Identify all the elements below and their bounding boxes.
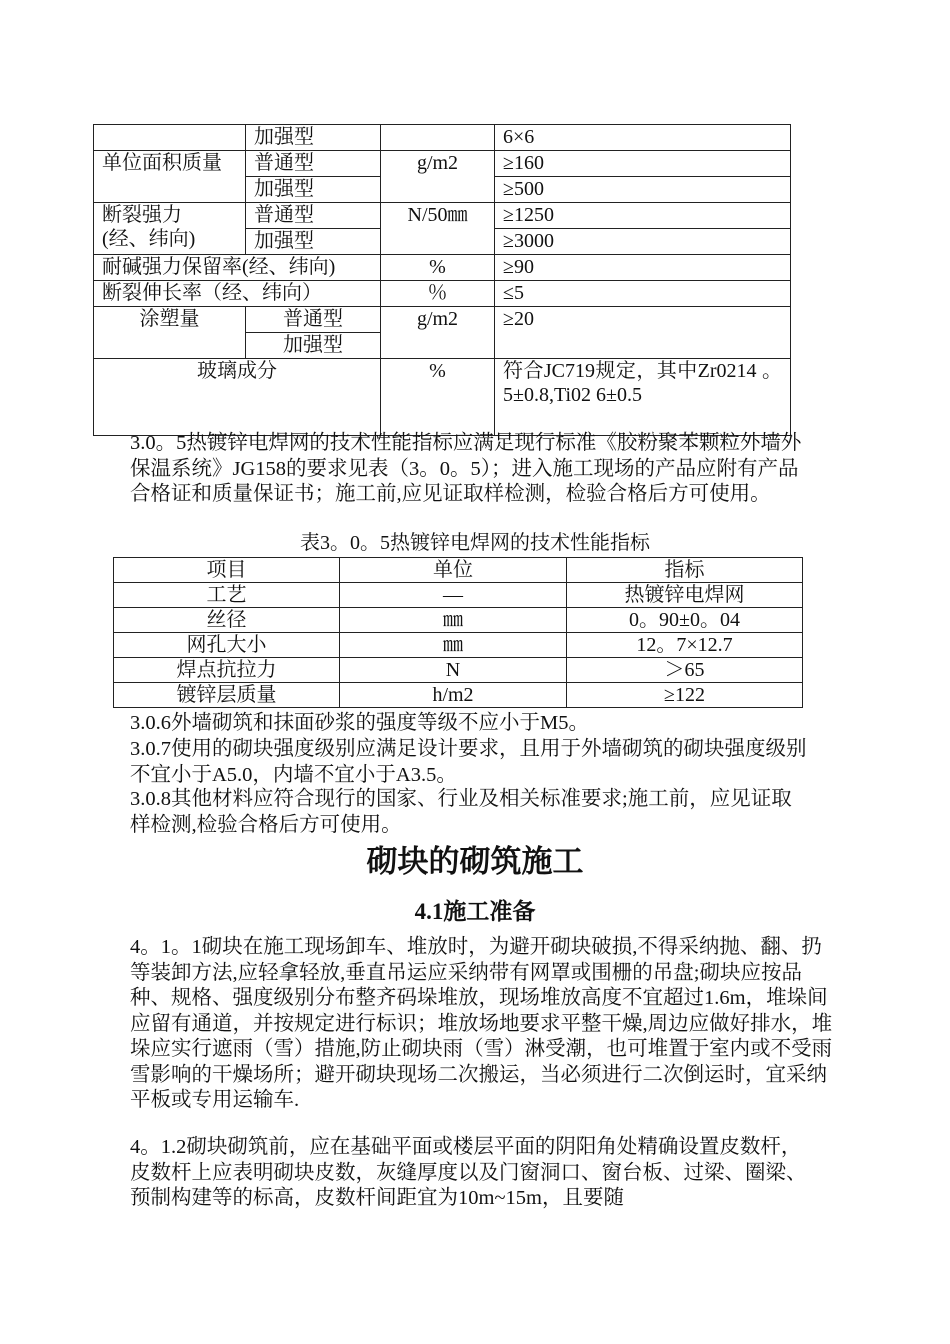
table-cell: % [381, 359, 495, 436]
table-cell [94, 203, 246, 255]
table-cell: 网孔大小 [114, 633, 340, 658]
paragraph-4-1-2: 4。1.2砌块砌筑前，应在基础平面或楼层平面的阴阳角处精确设置皮数杆，皮数杆上应表明砌块皮数，灰缝厚度以及门窗洞口、窗台板、过梁、圈梁、预制构建等的标高，皮数杆间距宜为10m~15m，且要随 [130, 1136, 807, 1209]
table-cell: 耐碱强力保留率(经、纬向) [94, 255, 381, 281]
table-cell: g/m2 [381, 151, 495, 203]
table-cell: % [381, 255, 495, 281]
table-cell: 镀锌层质量 [114, 683, 340, 708]
table-cell: ≤5 [495, 281, 791, 307]
table-cell: 焊点抗拉力 [114, 658, 340, 683]
table-cell: ≥20 [495, 307, 791, 359]
table-cell: 加强型 [246, 177, 381, 203]
table-cell: ≥160 [495, 151, 791, 177]
table-cell: 热镀锌电焊网 [567, 583, 803, 608]
table-cell: 0。90±0。04 [567, 608, 803, 633]
table-cell: 符合JC719规定，其中Zr0214 。 5±0.8,Ti02 6±0.5 [495, 359, 791, 436]
table-cell: N/50㎜ [381, 203, 495, 255]
table-cell: 单位面积质量 [94, 151, 246, 203]
table-cell: g/m2 [381, 307, 495, 359]
wire-mesh-spec-table [113, 557, 803, 708]
table-row [114, 633, 803, 658]
table-cell: ＞65 [567, 658, 803, 683]
paragraph-3-0-8: 3.0.8其他材料应符合现行的国家、行业及相关标准要求;施工前，应见证取样检测,检验合格后方可使用。 [130, 788, 792, 836]
column-header: 指标 [567, 558, 803, 583]
table-row [94, 307, 791, 333]
material-spec-table [93, 124, 791, 436]
break-label-line1: 断裂强力 [102, 204, 182, 226]
table-row [94, 359, 791, 436]
column-header: 项目 [114, 558, 340, 583]
table-caption: 表3。0。5热镀锌电焊网的技术性能指标 [300, 532, 650, 554]
table-cell: 12。7×12.7 [567, 633, 803, 658]
table-row [114, 583, 803, 608]
table-cell: ≥122 [567, 683, 803, 708]
table-row [94, 151, 791, 177]
table-header-row [114, 558, 803, 583]
subsection-heading: 4.1施工准备 [414, 899, 536, 924]
table-cell: 普通型 [246, 151, 381, 177]
table-cell: 加强型 [246, 229, 381, 255]
table-row [114, 658, 803, 683]
column-header: 单位 [340, 558, 567, 583]
section-heading: 砌块的砌筑施工 [366, 844, 584, 879]
table-row [114, 608, 803, 633]
table-row [94, 203, 791, 229]
table-row [114, 683, 803, 708]
paragraph-3-0-6: 3.0.6外墙砌筑和抹面砂浆的强度等级不应小于M5。 [130, 712, 589, 734]
table-cell: 加强型 [246, 125, 381, 151]
table-row [94, 255, 791, 281]
table-cell: ≥500 [495, 177, 791, 203]
break-label-line2: (经、纬向) [102, 228, 196, 250]
table-cell: h/m2 [340, 683, 567, 708]
table-cell: ㎜ [340, 633, 567, 658]
table-cell: 涂塑量 [94, 307, 246, 359]
table-cell: N [340, 658, 567, 683]
table-cell [381, 125, 495, 151]
paragraph-3-0-7: 3.0.7使用的砌块强度级别应满足设计要求，且用于外墙砌筑的砌块强度级别不宜小于A5.0，内墙不宜小于A3.5。 [130, 738, 807, 786]
table-cell: 加强型 [246, 333, 381, 359]
table-cell: 工艺 [114, 583, 340, 608]
table-cell: ≥1250 [495, 203, 791, 229]
table-row [94, 125, 791, 151]
paragraph-3-0-5: 3.0。5热镀锌电焊网的技术性能指标应满足现行标准《胶粉聚苯颗粒外墙外保温系统》JG158的要求见表（3。0。5）；进入施工现场的产品应附有产品合格证和质量保证书；施工前,应见证取样检测，检验合格后方可使用。 [130, 432, 802, 505]
table-cell: ≥90 [495, 255, 791, 281]
table-cell: ≥3000 [495, 229, 791, 255]
table-cell: ％ [381, 281, 495, 307]
table-cell: 丝径 [114, 608, 340, 633]
table-cell: 普通型 [246, 203, 381, 229]
paragraph-4-1-1: 4。1。1砌块在施工现场卸车、堆放时，为避开砌块破损,不得采纳抛、翻、扔等装卸方法,应轻拿轻放,垂直吊运应采纳带有网罩或围栅的吊盘;砌块应按品种、规格、强度级别分布整齐码垛堆放，现场堆放高度不宜超过1.6m，堆垛间应留有通道，并按规定进行标识；堆放场地要求平整干燥,周边应做好排水，堆垛应实行遮雨（雪）措施,防止砌块雨（雪）淋受潮，也可堆置于室内或不受雨雪影响的干燥场所；避开砌块现场二次搬运，当必须进行二次倒运时，宜采纳平板或专用运输车. [130, 936, 833, 1111]
table-row [94, 281, 791, 307]
table-cell: 普通型 [246, 307, 381, 333]
table-cell: ㎜ [340, 608, 567, 633]
table-cell [94, 125, 246, 151]
table-cell: 6×6 [495, 125, 791, 151]
table-cell: 断裂伸长率（经、纬向） [94, 281, 381, 307]
table-cell: 玻璃成分 [94, 359, 381, 436]
table-cell: — [340, 583, 567, 608]
